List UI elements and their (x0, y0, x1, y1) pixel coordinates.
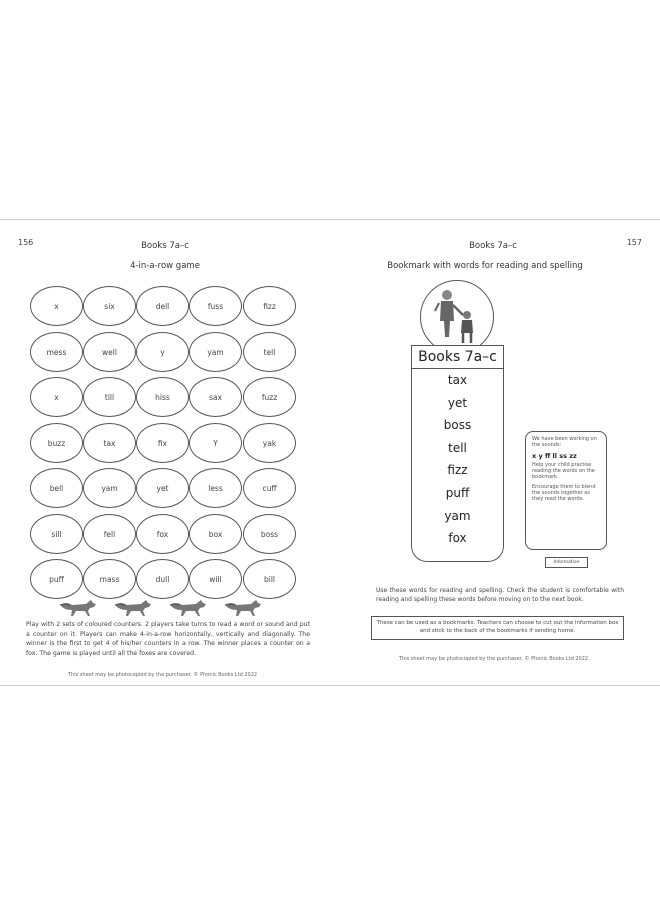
grid-cell: bill (243, 559, 296, 599)
children-illustration (421, 281, 493, 353)
fox-icon (223, 597, 265, 617)
grid-cell: tax (83, 423, 136, 463)
grid-cell: less (189, 468, 242, 508)
grid-cell: boss (243, 514, 296, 554)
bookmark-word: fox (448, 531, 467, 546)
grid-cell: Y (189, 423, 242, 463)
bookmark-word: puff (445, 486, 470, 500)
bookmark-instructions: Use these words for reading and spelling. Check the student is comfortable with reading and spelling these words before moving on to the next book. (376, 587, 624, 603)
grid-cell: hiss (136, 377, 189, 417)
grid-cell: will (189, 559, 242, 599)
grid-cell: mess (30, 332, 83, 372)
grid-cell: yam (189, 332, 242, 372)
bookmark-illustration-frame (420, 280, 494, 354)
grid-cell: y (136, 332, 189, 372)
bookmark-word: boss (443, 418, 472, 433)
info-line-2: Help your child practise reading the words on the bookmark. (532, 462, 595, 480)
grid-cell: well (83, 332, 136, 372)
page-number-left: 156 (18, 238, 34, 247)
grid-cell: fix (136, 423, 189, 463)
information-label: Information (545, 557, 588, 568)
grid-cell: x (30, 286, 83, 326)
grid-cell: puff (30, 559, 83, 599)
bookmark-word: fizz (447, 463, 468, 478)
running-head-left: Books 7a–c (141, 241, 189, 251)
fox-row (58, 597, 258, 617)
grid-cell: dell (136, 286, 189, 326)
footer-left: This sheet may be photocopied by the purchaser. © Phonic Books Ltd 2022 (68, 672, 258, 678)
grid-cell: sill (30, 514, 83, 554)
grid-cell: yet (136, 468, 189, 508)
grid-cell: yak (243, 423, 296, 463)
info-intro: We have been working on the sounds: (532, 436, 597, 448)
information-box (525, 431, 607, 550)
grid-cell: cuff (243, 468, 296, 508)
bookmark-label: Books 7a–c (411, 345, 504, 369)
grid-cell: tell (243, 332, 296, 372)
grid-cell: dull (136, 559, 189, 599)
info-line-3: Encourage them to blend the sounds together as they read the words. (532, 484, 596, 502)
fox-icon (58, 597, 100, 617)
grid-cell: till (83, 377, 136, 417)
grid-cell: fox (136, 514, 189, 554)
grid-cell: bell (30, 468, 83, 508)
grid-cell: buzz (30, 423, 83, 463)
bookmark-word: tax (447, 373, 468, 387)
grid-cell: mass (83, 559, 136, 599)
grid-cell: fuzz (243, 377, 296, 417)
left-page (0, 220, 330, 685)
grid-cell: box (189, 514, 242, 554)
grid-cell: fell (83, 514, 136, 554)
bookmark-word: yet (447, 395, 468, 410)
game-instructions: Play with 2 sets of coloured counters. 2 players take turns to read a word or sound and put a counter on it. Players can make 4-in-a-row horizontally, vertically and diagonally. The winner is the first to get 4 of his/her counters in a row. The winner places a counter on a fox. The game is played until all the foxes are covered. (26, 621, 310, 657)
bookmark-title: Bookmark with words for reading and spelling (387, 261, 583, 271)
page-number-right: 157 (626, 238, 642, 247)
grid-cell: fizz (243, 286, 296, 326)
grid-cell: x (30, 377, 83, 417)
fox-icon (168, 597, 210, 617)
footer-right: This sheet may be photocopied by the purchaser. © Phonic Books Ltd 2022 (399, 656, 589, 662)
bookmark-note: These can be used as a bookmarks. Teachers can choose to cut out the information box and stick to the back of the bookmarks if sending home. (371, 616, 624, 640)
bookmark-word: yam (444, 508, 471, 523)
grid-cell: six (83, 286, 136, 326)
grid-cell: yam (83, 468, 136, 508)
running-head-right: Books 7a–c (469, 241, 517, 251)
grid-cell: sax (189, 377, 242, 417)
fox-icon (113, 597, 155, 617)
game-title: 4-in-a-row game (130, 261, 200, 271)
info-sounds: x y ff ll ss zz (532, 452, 577, 460)
grid-cell: fuss (189, 286, 242, 326)
bookmark-word: tell (448, 440, 467, 455)
